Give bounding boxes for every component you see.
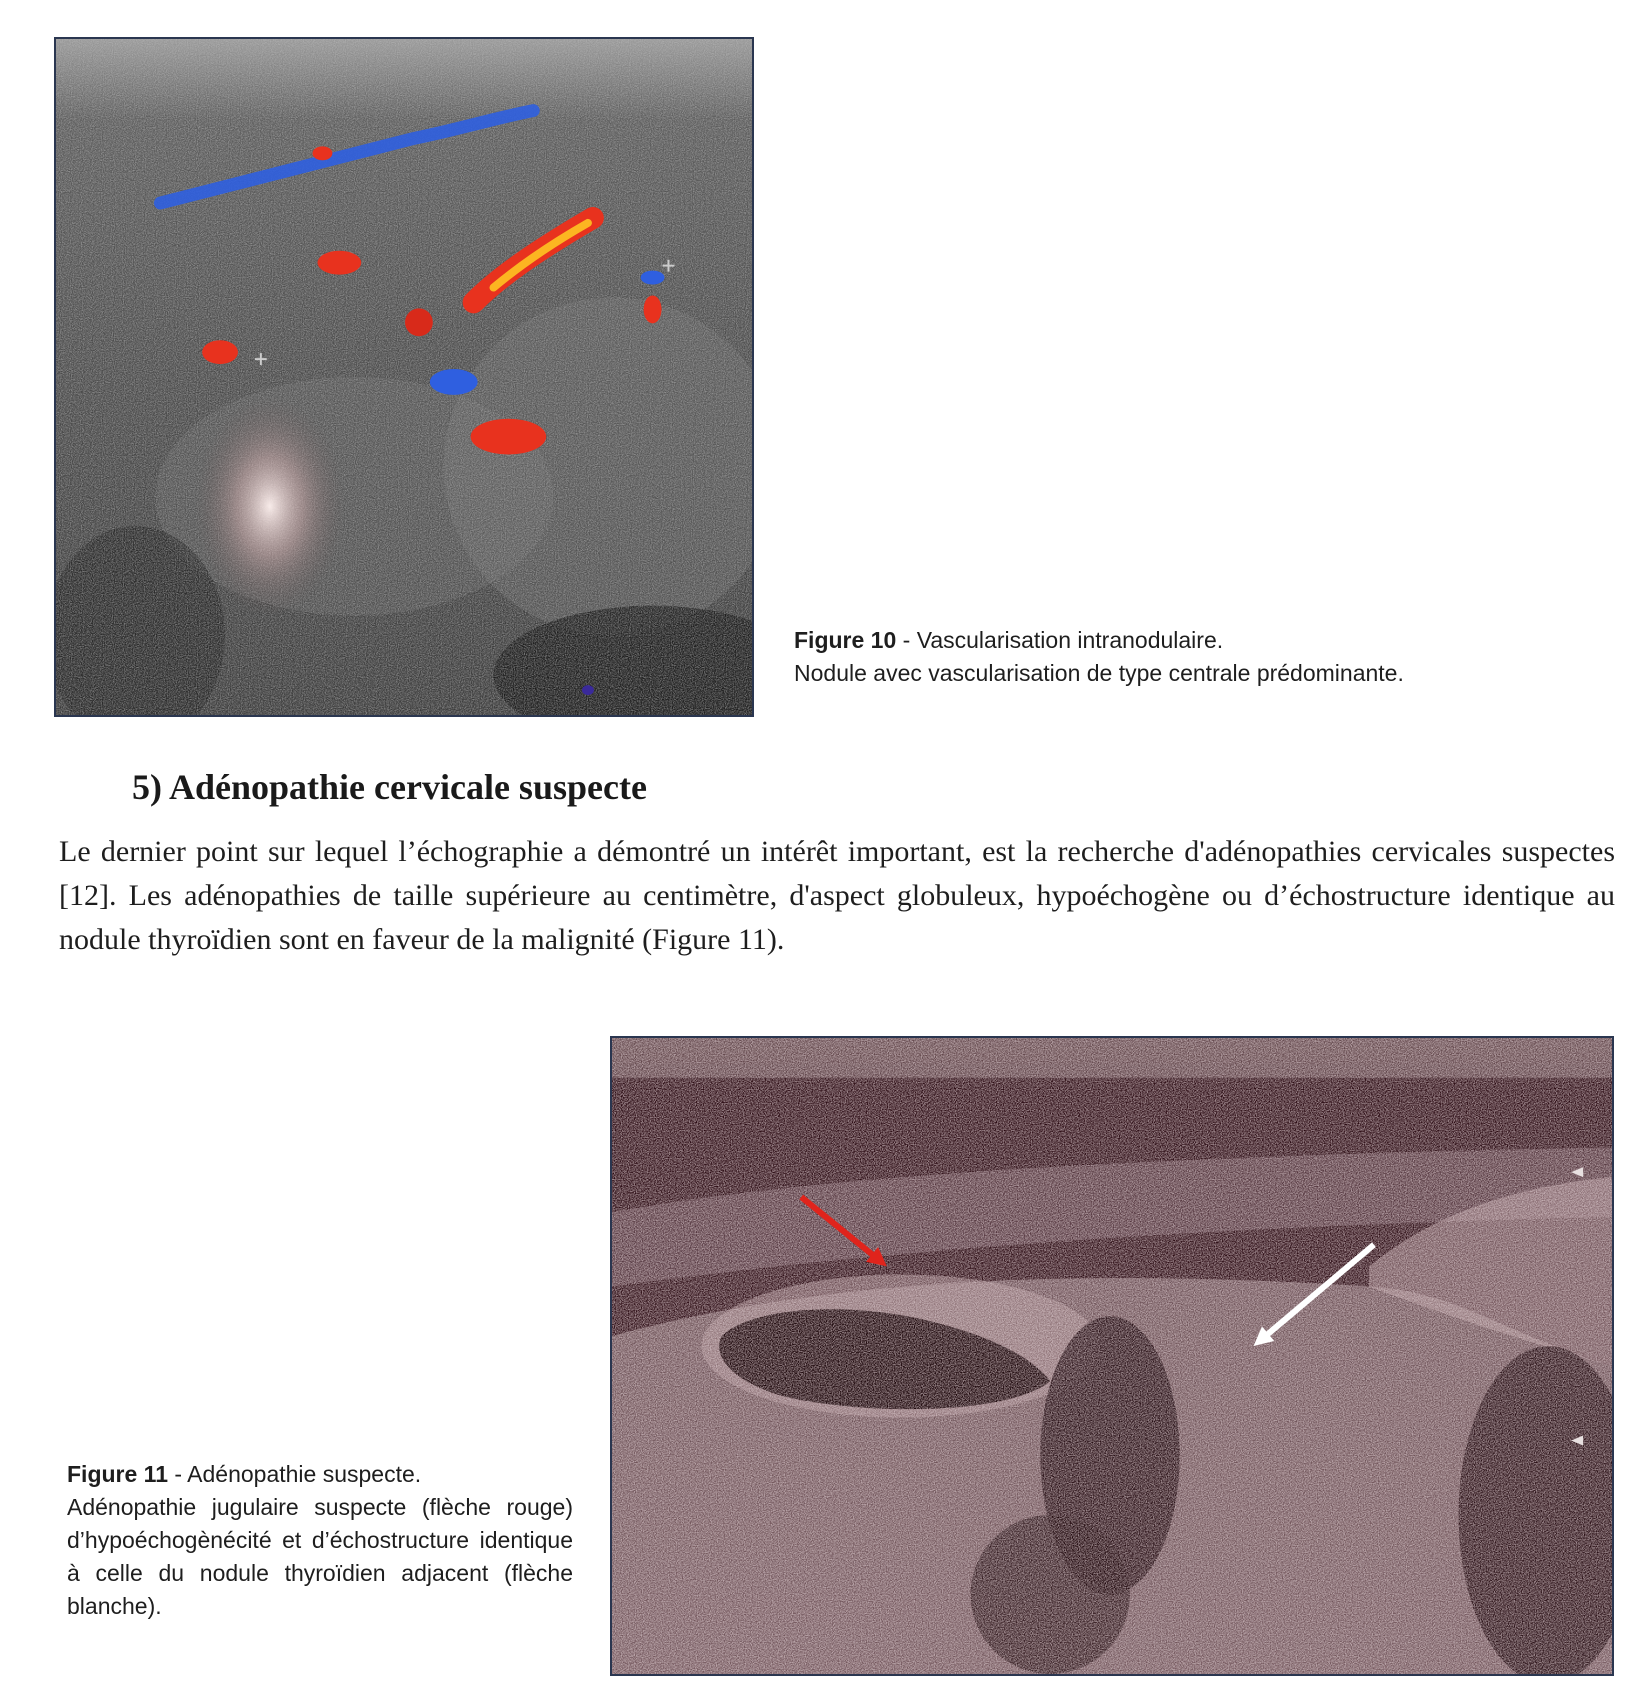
red-doppler-spot (405, 308, 433, 336)
figure-11-caption (67, 1458, 573, 1623)
bmode-ultrasound-graphic (612, 1038, 1612, 1674)
figure-10-description: Nodule avec vascularisation de type centrale prédominante. (794, 660, 1404, 686)
red-doppler-spot (471, 419, 547, 455)
red-doppler-spot (313, 146, 333, 160)
doppler-ultrasound-graphic (56, 39, 752, 715)
blue-doppler-spot (582, 685, 594, 695)
figure-11-ultrasound-image (610, 1036, 1614, 1676)
calcification-glow (195, 397, 344, 616)
figure-10-label: Figure 10 (794, 627, 897, 653)
blue-doppler-spot (430, 369, 478, 395)
figure-10-ultrasound-image (54, 37, 754, 717)
figure-11-description: Adénopathie jugulaire suspecte (flèche rouge) d’hypoéchogènécité et d’échostructure identique à celle du nodule thyroïdien adjacent (flèche blanche). (67, 1494, 573, 1619)
speckle-texture (612, 1038, 1612, 1674)
blue-doppler-spot (641, 271, 665, 285)
section-heading: 5) Adénopathie cervicale suspecte (132, 767, 647, 807)
red-doppler-spot (317, 251, 361, 275)
figure-10-caption (794, 624, 1614, 690)
figure-11-title: Adénopathie suspecte. (187, 1461, 422, 1487)
caption-separator: - (167, 1461, 188, 1487)
figure-11-label: Figure 11 (67, 1461, 168, 1487)
red-doppler-spot (202, 340, 238, 364)
red-doppler-spot (644, 295, 662, 323)
caption-separator: - (896, 627, 917, 653)
body-paragraph: Le dernier point sur lequel l’échographie a démontré un intérêt important, est la recherche d'adénopathies cervicales suspectes [12]. Les adénopathies de taille supérieure au centimètre, d'aspect globuleux, hypoéchogène ou d’échostructure identique au nodule thyroïdien sont en faveur de la malignité (Figure 11). (59, 835, 1615, 956)
figure-10-title: Vascularisation intranodulaire. (916, 627, 1224, 653)
